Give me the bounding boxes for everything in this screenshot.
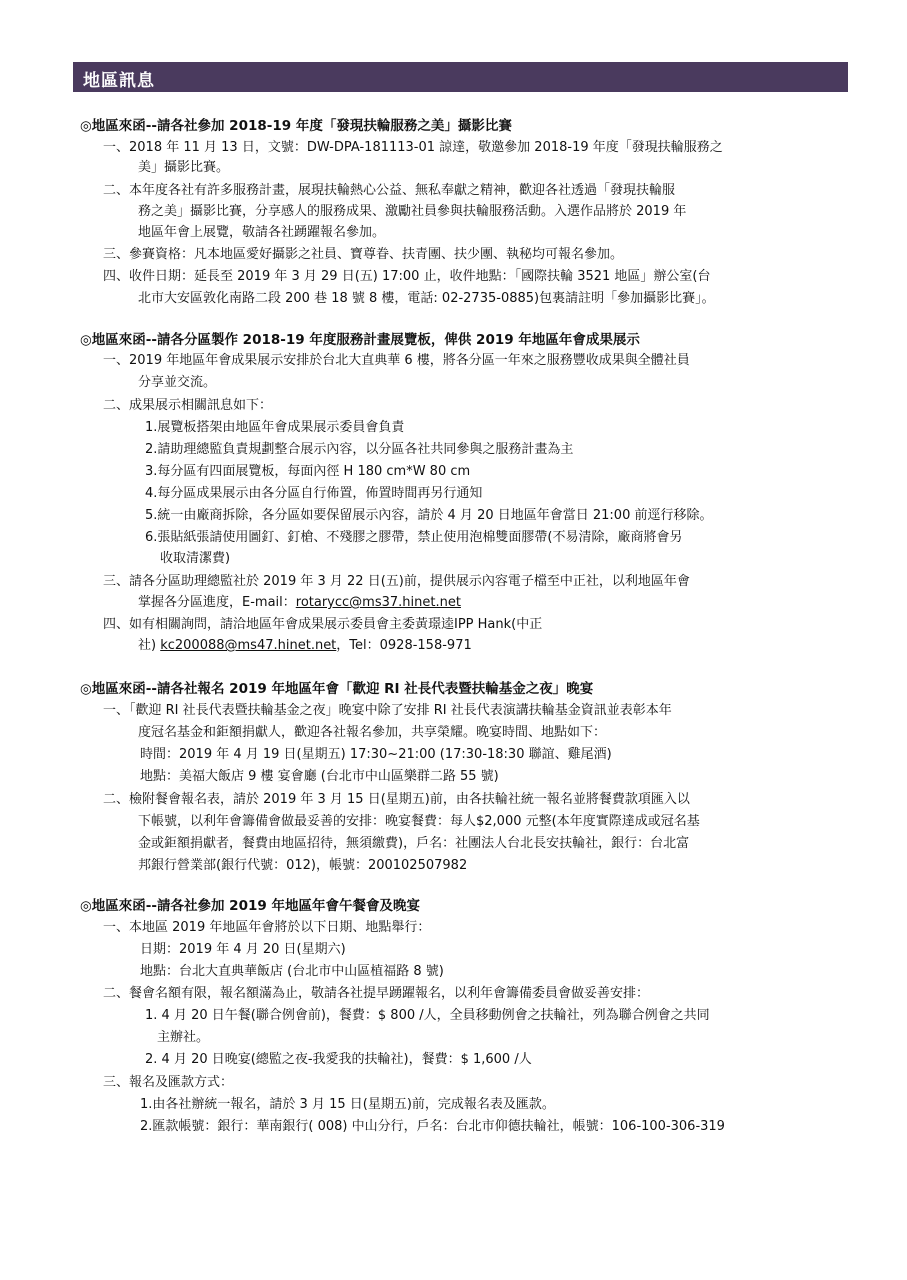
email-link[interactable]: rotarycc@ms37.hinet.net (295, 595, 461, 610)
banner-title: 地區訊息 (83, 71, 155, 91)
s4-line: 2. 4 月 20 日晚宴(總監之夜-我愛我的扶輪社)，餐費：$ 1,600 /人 (145, 1052, 532, 1067)
s2-line (138, 594, 461, 612)
s2-line: 分享並交流。 (138, 375, 217, 390)
s4-line: 地點：台北大直典華飯店 (台北市中山區植福路 8 號) (140, 964, 444, 979)
s4-line: 主辦社。 (157, 1030, 210, 1045)
s4-line: 三、報名及匯款方式： (103, 1075, 234, 1090)
s2-line: 1.展覽板搭架由地區年會成果展示委員會負責 (145, 420, 405, 435)
s4-line: 一、本地區 2019 年地區年會將於以下日期、地點舉行： (103, 920, 431, 935)
s4-line: 日期：2019 年 4 月 20 日(星期六) (140, 942, 346, 957)
s2-line (138, 637, 472, 655)
s2-line: 5.統一由廠商拆除，各分區如要保留展示內容，請於 4 月 20 日地區年會當日 21:00 前逕行移除。 (145, 508, 713, 523)
section-3-title: ◎地區來函--請各社報名 2019 年地區年會「歡迎 RI 社長代表暨扶輪基金之夜」晚宴 (80, 681, 594, 697)
s1-line: 北市大安區敦化南路二段 200 巷 18 號 8 樓，電話: 02-2735-0885)包裏請註明「參加攝影比賽」。 (138, 291, 715, 306)
s2-email-label: 掌握各分區進度，E-mail： (138, 595, 296, 610)
s2-line: 三、請各分區助理總監社於 2019 年 3 月 22 日(五)前，提供展示內容電子檔至中正社，以利地區年會 (103, 574, 690, 589)
section-1-title: ◎地區來函--請各社參加 2018-19 年度「發現扶輪服務之美」攝影比賽 (80, 118, 512, 134)
s1-line: 三、參賽資格：凡本地區愛好攝影之社員、寶尊眷、扶青團、扶少團、執秘均可報名參加。 (103, 247, 624, 262)
email-link[interactable]: kc200088@ms47.hinet.net (160, 638, 337, 653)
s3-line: 下帳號，以利年會籌備會做最妥善的安排：晚宴餐費：每人$2,000 元整(本年度實際達成或冠名基 (138, 814, 700, 829)
s1-line: 四、收件日期：延長至 2019 年 3 月 29 日(五) 17:00 止，收件地點：「國際扶輪 3521 地區」辦公室(台 (103, 269, 711, 284)
s4-line: 二、餐會名額有限，報名額滿為止，敬請各社提早踴躍報名，以利年會籌備委員會做妥善安排： (103, 986, 650, 1001)
s3-line: 度冠名基金和鉅額捐獻人，歡迎各社報名參加，共享榮耀。晚宴時間、地點如下： (138, 725, 607, 740)
s2-line: 收取清潔費) (160, 551, 231, 566)
s1-line: 務之美」攝影比賽，分享感人的服務成果、激勵社員參與扶輪服務活動。入選作品將於 2019 年 (138, 204, 687, 219)
s2-line: 4.每分區成果展示由各分區自行佈置，佈置時間再另行通知 (145, 486, 483, 501)
section-banner (73, 62, 848, 92)
s3-line: 時間：2019 年 4 月 19 日(星期五) 17:30~21:00 (17:30-18:30 聯誼、雞尾酒) (140, 747, 612, 762)
s4-line: 2.匯款帳號：銀行：華南銀行( 008) 中山分行，戶名：台北市仰德扶輪社，帳號：106-100-306-319 (140, 1119, 725, 1134)
s2-line: 6.張貼紙張請使用圖釘、釘槍、不殘膠之膠帶，禁止使用泡棉雙面膠帶(不易清除，廠商將會另 (145, 530, 683, 545)
s3-line: 二、檢附餐會報名表，請於 2019 年 3 月 15 日(星期五)前，由各扶輪社統一報名並將餐費款項匯入以 (103, 792, 690, 807)
s2-contact-prefix: 社) (138, 638, 161, 653)
s1-line: 二、本年度各社有許多服務計畫，展現扶輪熱心公益、無私奉獻之精神，歡迎各社透過「發現扶輪服 (103, 183, 676, 198)
s2-line: 二、成果展示相關訊息如下： (103, 398, 273, 413)
s4-line: 1. 4 月 20 日午餐(聯合例會前)，餐費：$ 800 /人，全員移動例會之扶輪社，列為聯合例會之共同 (145, 1008, 710, 1023)
s1-line: 地區年會上展覽，敬請各社踴躍報名參加。 (138, 225, 386, 240)
s2-line: 3.每分區有四面展覽板，每面內徑 H 180 cm*W 80 cm (145, 464, 471, 479)
s4-line: 1.由各社辦統一報名，請於 3 月 15 日(星期五)前，完成報名表及匯款。 (140, 1097, 555, 1112)
s2-line: 2.請助理總監負責規劃整合展示內容，以分區各社共同參與之服務計畫為主 (145, 442, 574, 457)
s3-line: 邦銀行營業部(銀行代號：012)，帳號：200102507982 (138, 858, 468, 873)
section-2-title: ◎地區來函--請各分區製作 2018-19 年度服務計畫展覽板，俾供 2019 年地區年會成果展示 (80, 332, 640, 348)
s1-line: 一、2018 年 11 月 13 日，文號：DW-DPA-181113-01 諒達，敬邀參加 2018-19 年度「發現扶輪服務之 (103, 140, 723, 155)
s3-line: 地點：美福大飯店 9 樓 宴會廳 (台北市中山區樂群二路 55 號) (140, 769, 499, 784)
s2-phone: ，Tel：0928-158-971 (336, 638, 472, 653)
s3-line: 一、「歡迎 RI 社長代表暨扶輪基金之夜」晚宴中除了安排 RI 社長代表演講扶輪基金資訊並表彰本年 (103, 703, 672, 718)
s1-line: 美」攝影比賽。 (138, 160, 230, 175)
section-4-title: ◎地區來函--請各社參加 2019 年地區年會午餐會及晚宴 (80, 898, 420, 914)
s2-line: 四、如有相關詢問，請洽地區年會成果展示委員會主委黃璟逵IPP Hank(中正 (103, 617, 543, 632)
s2-line: 一、2019 年地區年會成果展示安排於台北大直典華 6 樓，將各分區一年來之服務豐收成果與全體社員 (103, 353, 690, 368)
s3-line: 金或鉅額捐獻者，餐費由地區招待，無須繳費)，戶名：社團法人台北長安扶輪社，銀行：台北富 (138, 836, 690, 851)
